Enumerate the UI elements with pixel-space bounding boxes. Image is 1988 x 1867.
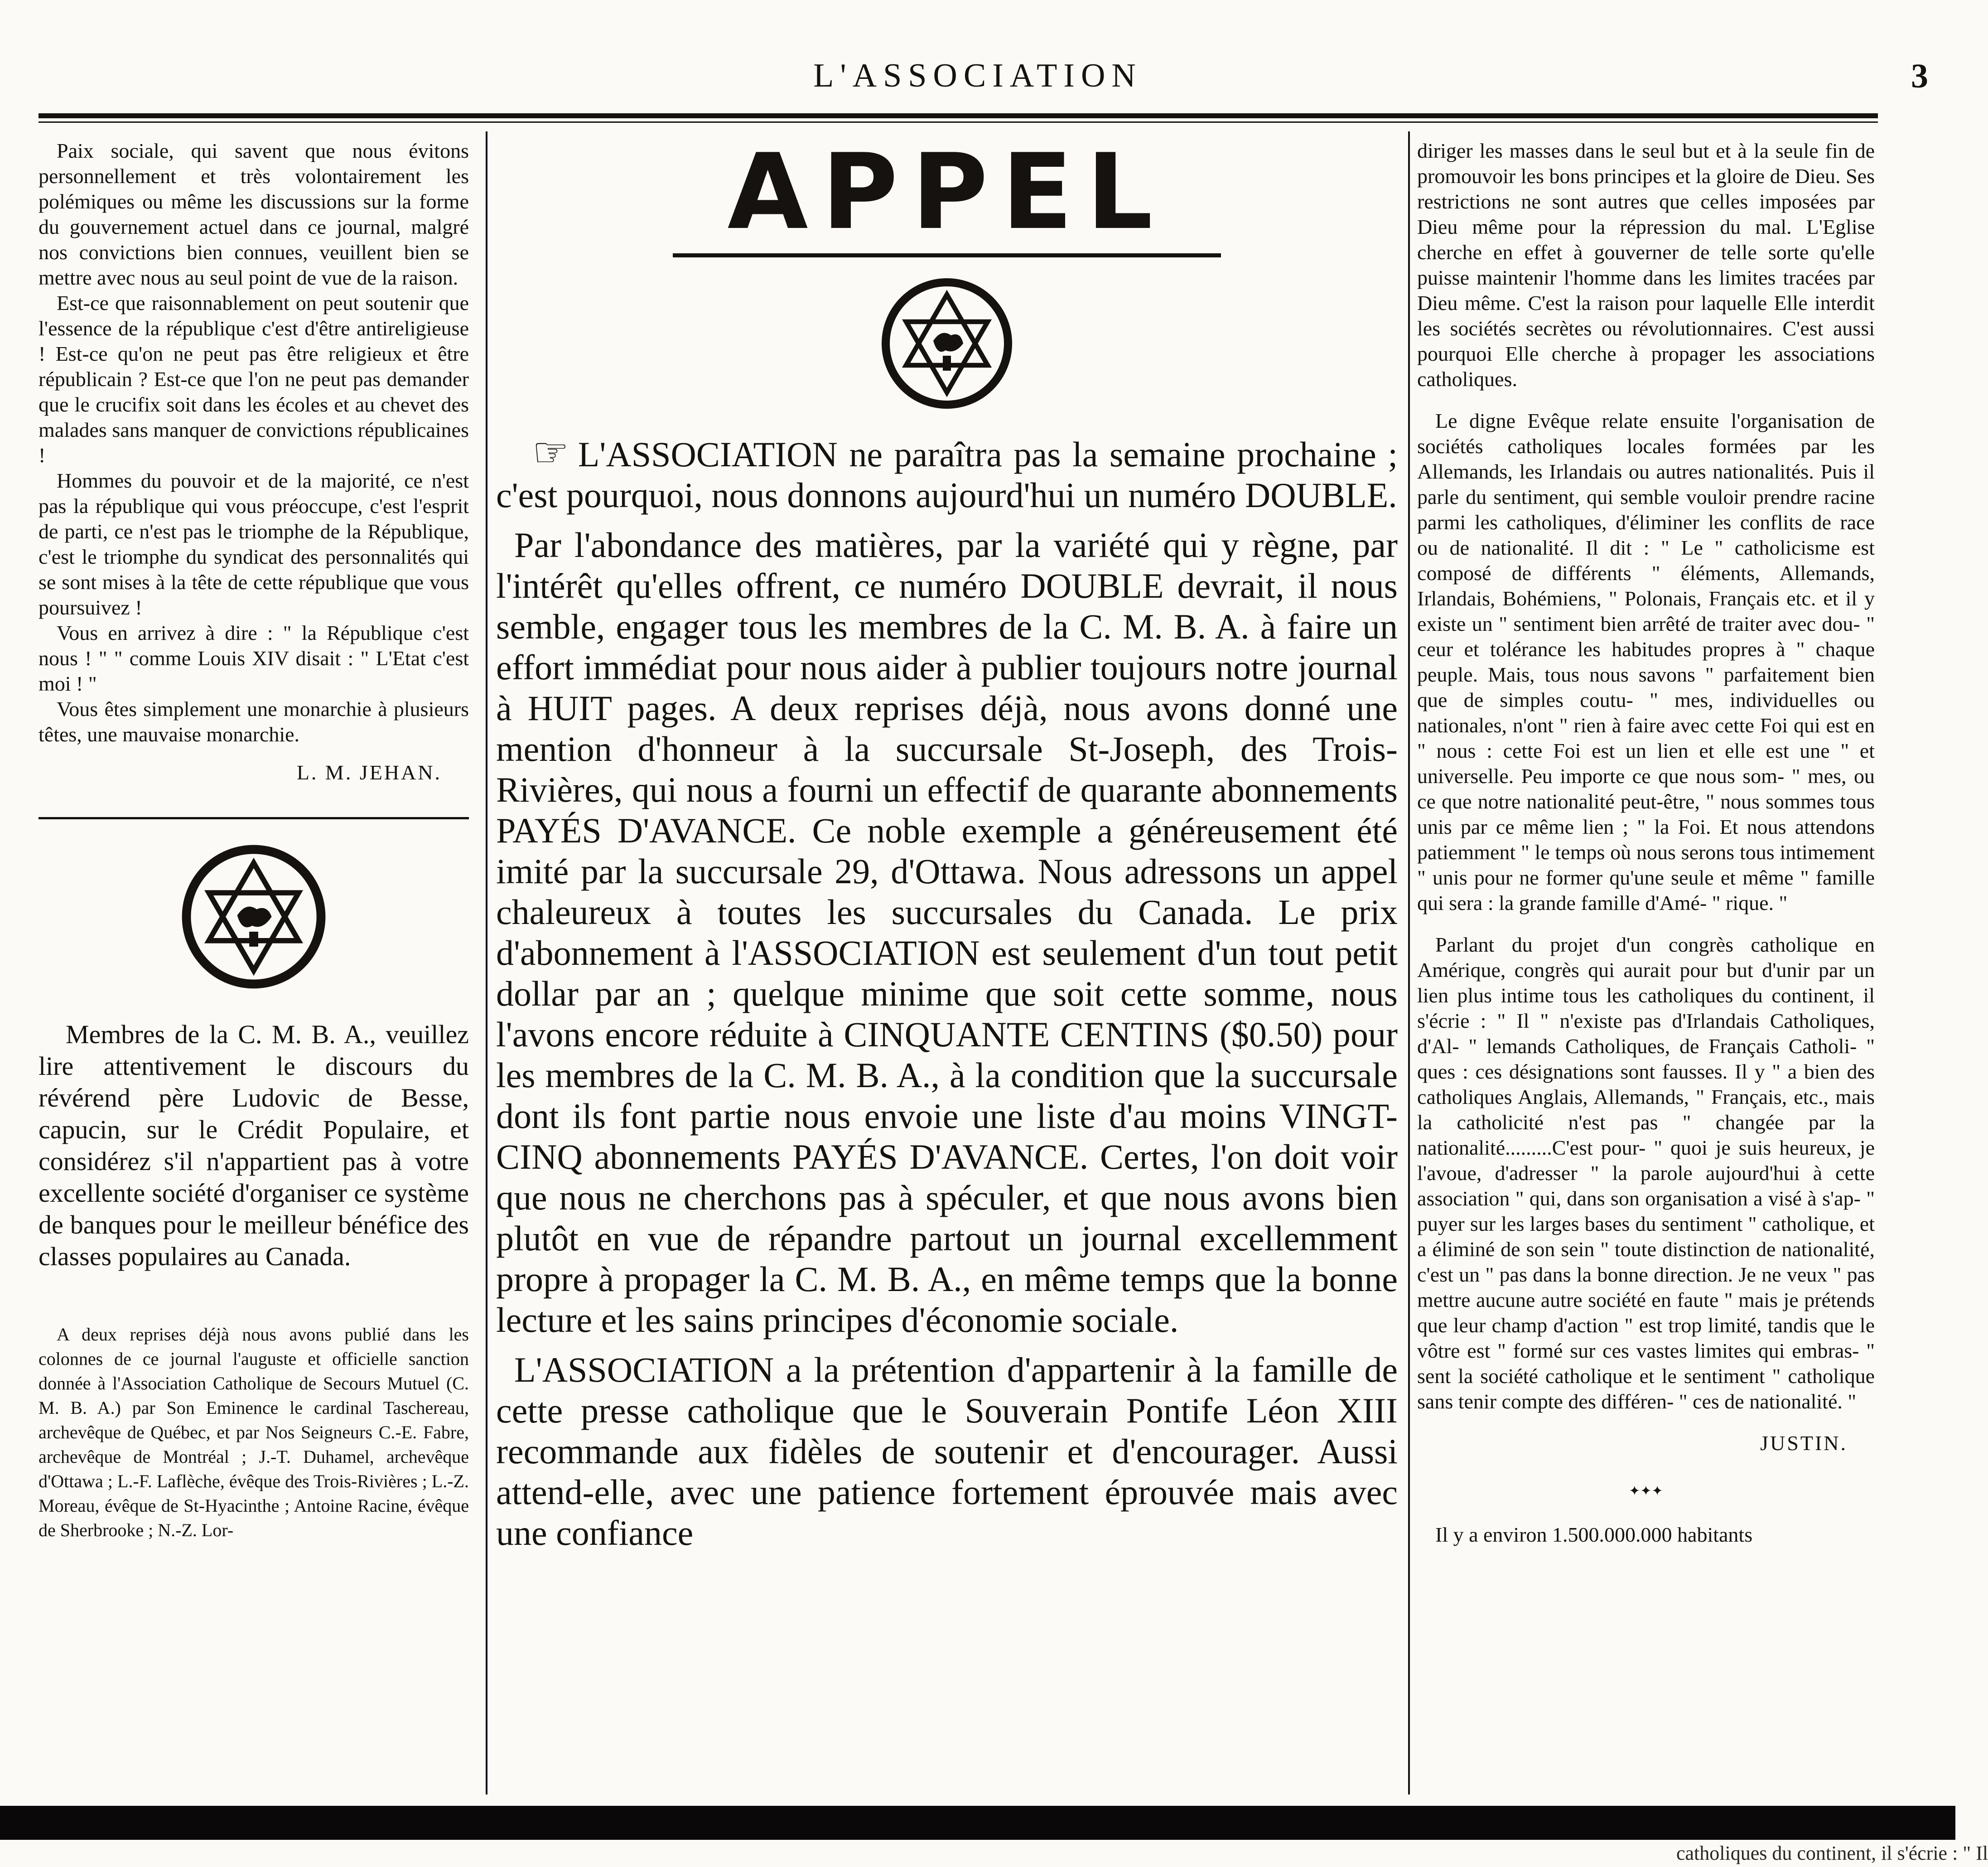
header-rule-thin — [39, 121, 1878, 123]
appel-heading: APPEL — [727, 132, 1167, 253]
article-paragraph: Il y a environ 1.500.000.000 habitants — [1435, 1523, 1753, 1546]
ornament-separator: ✦✦✦ — [1629, 1484, 1663, 1499]
scan-edge-bar — [0, 1806, 1955, 1840]
right-column — [1417, 138, 1875, 1548]
heading-underline — [673, 253, 1221, 257]
cmba-emblem-icon — [179, 842, 328, 992]
signature: JUSTIN. — [1760, 1432, 1848, 1455]
emblem-container — [39, 837, 469, 1010]
article-paragraph: Vous êtes simplement une monarchie à plusieurs têtes, une mauvaise monarchie. — [39, 697, 469, 746]
article-paragraph: Est-ce que raisonnablement on peut soutenir que l'essence de la république c'est d'être antireligieuse ! Est-ce qu'on ne peut pas être religieux et être républicain ? Est-ce que l'on ne peut pas demander que le crucifix soit dans les écoles et au chevet des malades sans manquer de convictions républicaines ! — [39, 291, 469, 467]
article-paragraph: Hommes du pouvoir et de la majorité, ce n'est pas la république qui vous préoccupe, c'est l'esprit de parti, ce n'est pas le triomphe de la République, c'est le triomphe du syndicat des personnalités qui se sont mises à la tête de cette république que vous poursuivez ! — [39, 469, 469, 619]
article-paragraph: diriger les masses dans le seul but et à la seule fin de promouvoir les bons principes et la gloire de Dieu. Ses restrictions ne sont autres que celles imposées par Dieu même pour la répression du mal. L'Eglise cherche en effet à gouverner de telle sorte qu'elle puisse maintenir l'homme dans les limites tracées par Dieu même. C'est la raison pour laquelle Elle interdit les sociétés secrètes ou révolutionnaires. C'est aussi pourquoi Elle cherche à propager les associations catholiques. — [1417, 139, 1875, 391]
appel-body — [496, 430, 1398, 1553]
emblem-container — [496, 276, 1398, 411]
appel-paragraph-text: L'ASSOCIATION ne paraîtra pas la semaine prochaine ; c'est pourquoi, nous donnons aujourd'hui un numéro DOUBLE. — [496, 435, 1398, 515]
article-paragraph: Paix sociale, qui savent que nous évitons personnellement et très volontairement les polémiques ou même les discussions sur la forme du gouvernement actuel dans ce journal, malgré nos convictions bien connues, veuillent bien se mettre avec nous au seul point de vue de la raison. — [39, 139, 469, 289]
appel-paragraph — [496, 430, 1398, 516]
appel-paragraph: L'ASSOCIATION a la prétention d'appartenir à la famille de cette presse catholique que le Souverain Pontife Léon XIII recommande aux fidèles de soutenir et d'encourager. Aussi attend-elle, avec une patience fortement éprouvée mais avec une confiance — [496, 1350, 1398, 1553]
article-paragraph: Vous en arrivez à dire : " la République c'est nous ! " " comme Louis XIV disait : " L'Etat c'est moi ! " — [39, 621, 469, 695]
page-number: 3 — [1911, 57, 1928, 95]
left-column — [39, 138, 469, 1543]
article-paragraph: Le digne Evêque relate ensuite l'organisation de sociétés catholiques locales formées par les Allemands, les Irlandais ou autres nationalités. Puis il parle du sentiment, qui semble vouloir prendre racine parmi les catholiques, d'éliminer les conflits de race ou de nationalité. Il dit : " Le " catholicisme est composé de différents " éléments, Allemands, Irlandais, Bohémiens, " Polonais, Français etc. et il y existe un " sentiment bien arrêté de traiter avec dou- " ceur et tolérance les habitudes propres à " chaque peuple. Mais, tous nous savons " parfaitement bien que de simples coutu- " mes, individuelles ou nationales, n'ont " rien à faire avec cette Foi qui est en " nous : cette Foi est un lien et elle est une " et universelle. Peu importe ce que nous som- " mes, ou ce que notre nationalité peut-être, " nous sommes tous unis par ce même lien ; " la Foi. Et nous attendons patiemment " le temps où nous serons tous intimement " unis pour ne former qu'une seule et même " famille qui sera : la grande famille d'Amé- " rique. " — [1417, 409, 1875, 914]
article-justin — [1417, 138, 1875, 1548]
sanction-notice: A deux reprises déjà nous avons publié dans les colonnes de ce journal l'auguste et officielle sanction donnée à l'Association Catholique de Secours Mutuel (C. M. B. A.) par Son Eminence le cardinal Taschereau, archevêque de Québec, et par Nos Seigneurs C.-E. Fabre, archevêque de Montréal ; J.-T. Duhamel, archevêque d'Ottawa ; L.-F. Laflèche, évêque des Trois-Rivières ; L.-Z. Moreau, évêque de St-Hyacinthe ; Antoine Racine, évêque de Sherbrooke ; N.-Z. Lor- — [39, 1324, 469, 1540]
pointing-hand-icon: ☞ — [532, 430, 569, 475]
signature: L. M. JEHAN. — [296, 761, 442, 784]
article-paragraph: Parlant du projet d'un congrès catholique en Amérique, congrès qui aurait pour but d'unir par un lien plus intime tous les catholiques du continent, il s'écrie : " Il " n'existe pas d'Irlandais Catholiques, d'Al- " lemands Catholiques, de Français Catholi- " ques : ces désignations sont fausses. Il y " a bien des catholiques Anglais, Allemands, " Français, etc., mais la catholicité n'est pas " changée par la nationalité.........C'est pour- " quoi je suis heureux, je l'avoue, d'adresser " la parole aujourd'hui à cette association " qui, dans son organisation a visé à s'ap- " puyer sur les larges bases du sentiment " catholique, et a éliminé de son sein " toute distinction de nationalité, c'est un " pas dans la bonne direction. Je ne veux " pas mettre aucune autre société en faute " mais je prétends que leur champ d'action " est trop limité, tandis que le vôtre est " formé sur ces vastes limites qui embras- " sent la société catholique et le sentiment " catholique sans tenir compte des différen- " ces de nationalité. " — [1417, 933, 1875, 1413]
column-divider-right — [1408, 131, 1410, 1794]
section-rule — [39, 817, 469, 819]
members-notice: Membres de la C. M. B. A., veuillez lire attentivement le discours du révérend père Ludovic de Besse, capucin, sur le Crédit Populaire, et considérez s'il n'appartient pas à votre excellente société d'organiser ce système de banques pour le meilleur bénéfice des classes populaires au Canada. — [39, 1020, 469, 1271]
middle-column — [496, 132, 1398, 1556]
cmba-emblem-icon — [879, 276, 1015, 411]
header-rule-thick — [39, 113, 1878, 118]
appel-paragraph: Par l'abondance des matières, par la variété qui y règne, par l'intérêt qu'elles offrent, ce numéro DOUBLE devrait, il nous semble, engager tous les membres de la C. M. B. A. à faire un effort immédiat pour nous aider à publier toujours notre journal à HUIT pages. A deux reprises déjà, nous avons donné une mention d'honneur à la succursale St-Joseph, des Trois-Rivières, qui nous a fourni un effectif de quarante abonnements PAYÉS D'AVANCE. Ce noble exemple a généreusement été imité par la succursale 29, d'Ottawa. Nous adressons un appel chaleureux à toutes les succursales du Canada. Le prix d'abonnement à l'ASSOCIATION est seulement d'un tout petit dollar par an ; quelque minime que soit cette somme, nous l'avons encore réduite à CINQUANTE CENTINS ($0.50) pour les membres de la C. M. B. A., à la condition que la succursale dont ils font partie nous envoie une liste d'au moins VINGT-CINQ abonnements PAYÉS D'AVANCE. Certes, l'on doit voir que nous ne cherchons pas à spéculer, et que nous avons bien plutôt en vue de répandre partout un journal excellemment propre à propager la C. M. B. A., en même temps que la bonne lecture et les sains principes d'économie sociale. — [496, 525, 1398, 1340]
newspaper-title: L'ASSOCIATION — [813, 57, 1142, 94]
article-jehan — [39, 138, 469, 785]
bleed-through-text: catholiques du continent, il s'écrie : " Il — [1676, 1842, 1988, 1864]
column-divider-left — [486, 131, 487, 1794]
